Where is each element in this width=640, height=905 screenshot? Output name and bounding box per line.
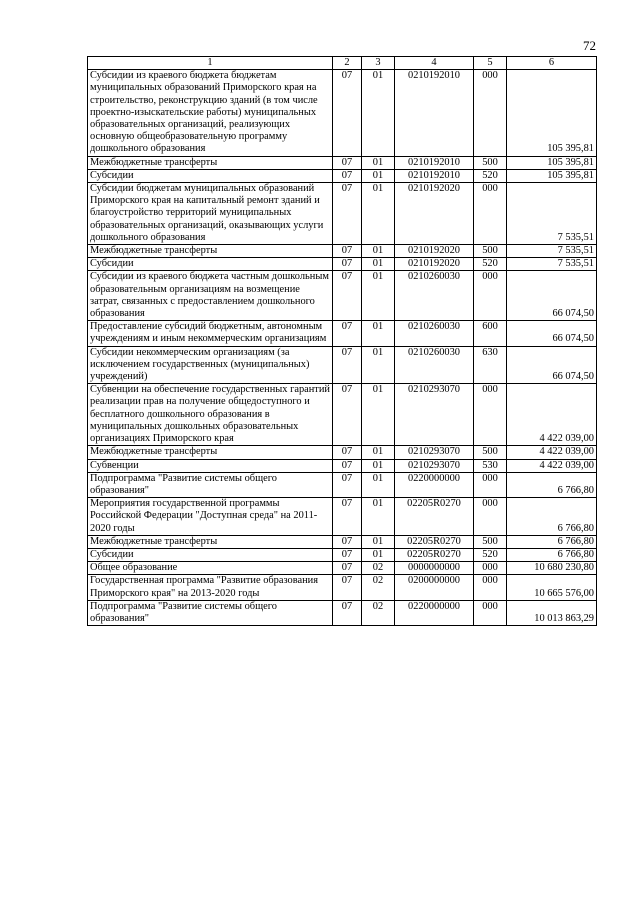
row-subsection-cell: 01 xyxy=(362,271,395,321)
table-row xyxy=(88,472,597,497)
row-subsection-cell: 01 xyxy=(362,183,395,245)
header-cell-expense-type: 5 xyxy=(474,57,507,70)
header-row xyxy=(88,57,597,70)
row-expense-type-cell: 500 xyxy=(474,446,507,459)
row-expense-type-cell: 000 xyxy=(474,472,507,497)
row-name-cell: Мероприятия государственной программы Российской Федерации "Доступная среда" на 2011-2020 годы xyxy=(88,498,333,536)
row-target-article-cell: 0210192010 xyxy=(395,156,474,169)
row-subsection-cell: 01 xyxy=(362,472,395,497)
row-section-cell: 07 xyxy=(333,446,362,459)
row-target-article-cell: 02205R0270 xyxy=(395,535,474,548)
row-amount-cell: 6 766,80 xyxy=(507,472,597,497)
row-section-cell: 07 xyxy=(333,562,362,575)
row-subsection-cell: 01 xyxy=(362,156,395,169)
table-row xyxy=(88,548,597,561)
row-name-cell: Субсидии xyxy=(88,169,333,182)
row-amount-cell: 6 766,80 xyxy=(507,548,597,561)
row-target-article-cell: 0210192010 xyxy=(395,169,474,182)
row-expense-type-cell: 000 xyxy=(474,498,507,536)
row-amount-cell: 4 422 039,00 xyxy=(507,384,597,446)
table-row xyxy=(88,384,597,446)
row-target-article-cell: 0210192020 xyxy=(395,183,474,245)
table-row xyxy=(88,535,597,548)
row-section-cell: 07 xyxy=(333,321,362,346)
row-expense-type-cell: 000 xyxy=(474,271,507,321)
row-name-cell: Субсидии xyxy=(88,548,333,561)
row-target-article-cell: 0210260030 xyxy=(395,321,474,346)
row-amount-cell: 6 766,80 xyxy=(507,498,597,536)
row-name-cell: Подпрограмма "Развитие системы общего образования" xyxy=(88,600,333,625)
table-row xyxy=(88,245,597,258)
row-expense-type-cell: 000 xyxy=(474,600,507,625)
row-section-cell: 07 xyxy=(333,498,362,536)
row-expense-type-cell: 000 xyxy=(474,183,507,245)
table-row xyxy=(88,600,597,625)
row-target-article-cell: 0210192020 xyxy=(395,258,474,271)
row-name-cell: Субсидии xyxy=(88,258,333,271)
row-subsection-cell: 02 xyxy=(362,575,395,600)
table-row xyxy=(88,156,597,169)
header-cell-name: 1 xyxy=(88,57,333,70)
row-name-cell: Предоставление субсидий бюджетным, автономным учреждениям и иным некоммерческим организациям xyxy=(88,321,333,346)
row-target-article-cell: 0210192020 xyxy=(395,245,474,258)
row-target-article-cell: 0220000000 xyxy=(395,600,474,625)
row-target-article-cell: 0210260030 xyxy=(395,346,474,384)
header-cell-subsection: 3 xyxy=(362,57,395,70)
row-subsection-cell: 01 xyxy=(362,535,395,548)
row-section-cell: 07 xyxy=(333,459,362,472)
row-target-article-cell: 0000000000 xyxy=(395,562,474,575)
page-number: 72 xyxy=(583,38,596,53)
row-target-article-cell: 0210293070 xyxy=(395,446,474,459)
row-amount-cell: 4 422 039,00 xyxy=(507,459,597,472)
row-section-cell: 07 xyxy=(333,183,362,245)
table-row xyxy=(88,70,597,156)
row-section-cell: 07 xyxy=(333,271,362,321)
row-subsection-cell: 01 xyxy=(362,169,395,182)
row-section-cell: 07 xyxy=(333,258,362,271)
table-row xyxy=(88,258,597,271)
table-row xyxy=(88,271,597,321)
row-name-cell: Межбюджетные трансферты xyxy=(88,535,333,548)
row-subsection-cell: 02 xyxy=(362,600,395,625)
row-amount-cell: 66 074,50 xyxy=(507,346,597,384)
row-target-article-cell: 0200000000 xyxy=(395,575,474,600)
row-subsection-cell: 01 xyxy=(362,548,395,561)
row-target-article-cell: 0210293070 xyxy=(395,459,474,472)
row-target-article-cell: 0210293070 xyxy=(395,384,474,446)
row-subsection-cell: 01 xyxy=(362,346,395,384)
row-target-article-cell: 0220000000 xyxy=(395,472,474,497)
row-amount-cell: 66 074,50 xyxy=(507,271,597,321)
row-subsection-cell: 01 xyxy=(362,384,395,446)
row-target-article-cell: 0210260030 xyxy=(395,271,474,321)
row-amount-cell: 10 013 863,29 xyxy=(507,600,597,625)
row-subsection-cell: 01 xyxy=(362,245,395,258)
row-amount-cell: 4 422 039,00 xyxy=(507,446,597,459)
row-amount-cell: 7 535,51 xyxy=(507,258,597,271)
row-name-cell: Общее образование xyxy=(88,562,333,575)
row-section-cell: 07 xyxy=(333,169,362,182)
row-name-cell: Субсидии из краевого бюджета частным дошкольным образовательным организациям на возмещение затрат, связанных с предоставлением дошкольного образования xyxy=(88,271,333,321)
row-name-cell: Межбюджетные трансферты xyxy=(88,245,333,258)
row-amount-cell: 10 665 576,00 xyxy=(507,575,597,600)
row-name-cell: Субсидии из краевого бюджета бюджетам муниципальных образований Приморского края на строительство, реконструкцию зданий (в том числе проектно-изыскательские работы) муниципальных образовательных организаций, реализующих основную общеобразовательную программу дошкольного образования xyxy=(88,70,333,156)
table-row xyxy=(88,498,597,536)
row-amount-cell: 7 535,51 xyxy=(507,245,597,258)
row-subsection-cell: 01 xyxy=(362,446,395,459)
row-section-cell: 07 xyxy=(333,384,362,446)
table-row xyxy=(88,321,597,346)
row-name-cell: Субвенции xyxy=(88,459,333,472)
row-name-cell: Межбюджетные трансферты xyxy=(88,446,333,459)
table-row xyxy=(88,183,597,245)
row-section-cell: 07 xyxy=(333,472,362,497)
row-expense-type-cell: 500 xyxy=(474,156,507,169)
table-row xyxy=(88,346,597,384)
row-amount-cell: 7 535,51 xyxy=(507,183,597,245)
row-section-cell: 07 xyxy=(333,70,362,156)
header-cell-section: 2 xyxy=(333,57,362,70)
row-name-cell: Подпрограмма "Развитие системы общего образования" xyxy=(88,472,333,497)
row-target-article-cell: 02205R0270 xyxy=(395,548,474,561)
row-expense-type-cell: 520 xyxy=(474,169,507,182)
table-row xyxy=(88,575,597,600)
row-amount-cell: 105 395,81 xyxy=(507,169,597,182)
row-section-cell: 07 xyxy=(333,346,362,384)
row-expense-type-cell: 600 xyxy=(474,321,507,346)
row-name-cell: Субсидии бюджетам муниципальных образований Приморского края на капитальный ремонт зданий и благоустройство территорий муниципальных образовательных организаций, оказывающих услуги дошкольного образования xyxy=(88,183,333,245)
row-name-cell: Субвенции на обеспечение государственных гарантий реализации прав на получение общедоступного и бесплатного дошкольного образования в муниципальных дошкольных образовательных организациях Приморского края xyxy=(88,384,333,446)
row-section-cell: 07 xyxy=(333,548,362,561)
header-cell-amount: 6 xyxy=(507,57,597,70)
row-expense-type-cell: 530 xyxy=(474,459,507,472)
row-subsection-cell: 01 xyxy=(362,258,395,271)
row-expense-type-cell: 500 xyxy=(474,535,507,548)
row-expense-type-cell: 520 xyxy=(474,548,507,561)
row-subsection-cell: 02 xyxy=(362,562,395,575)
row-expense-type-cell: 000 xyxy=(474,575,507,600)
table-row xyxy=(88,562,597,575)
row-subsection-cell: 01 xyxy=(362,70,395,156)
row-section-cell: 07 xyxy=(333,245,362,258)
row-subsection-cell: 01 xyxy=(362,498,395,536)
budget-table xyxy=(87,56,597,626)
row-section-cell: 07 xyxy=(333,156,362,169)
row-subsection-cell: 01 xyxy=(362,321,395,346)
row-target-article-cell: 0210192010 xyxy=(395,70,474,156)
row-amount-cell: 66 074,50 xyxy=(507,321,597,346)
row-amount-cell: 105 395,81 xyxy=(507,70,597,156)
row-expense-type-cell: 630 xyxy=(474,346,507,384)
row-amount-cell: 6 766,80 xyxy=(507,535,597,548)
row-expense-type-cell: 500 xyxy=(474,245,507,258)
row-section-cell: 07 xyxy=(333,575,362,600)
row-expense-type-cell: 520 xyxy=(474,258,507,271)
row-expense-type-cell: 000 xyxy=(474,562,507,575)
row-name-cell: Межбюджетные трансферты xyxy=(88,156,333,169)
row-target-article-cell: 02205R0270 xyxy=(395,498,474,536)
header-cell-target-article: 4 xyxy=(395,57,474,70)
row-section-cell: 07 xyxy=(333,600,362,625)
row-amount-cell: 10 680 230,80 xyxy=(507,562,597,575)
row-amount-cell: 105 395,81 xyxy=(507,156,597,169)
row-name-cell: Субсидии некоммерческим организациям (за исключением государственных (муниципальных) учреждений) xyxy=(88,346,333,384)
table-row xyxy=(88,446,597,459)
row-section-cell: 07 xyxy=(333,535,362,548)
table-row xyxy=(88,459,597,472)
row-name-cell: Государственная программа "Развитие образования Приморского края" на 2013-2020 годы xyxy=(88,575,333,600)
table-row xyxy=(88,169,597,182)
row-subsection-cell: 01 xyxy=(362,459,395,472)
row-expense-type-cell: 000 xyxy=(474,384,507,446)
row-expense-type-cell: 000 xyxy=(474,70,507,156)
